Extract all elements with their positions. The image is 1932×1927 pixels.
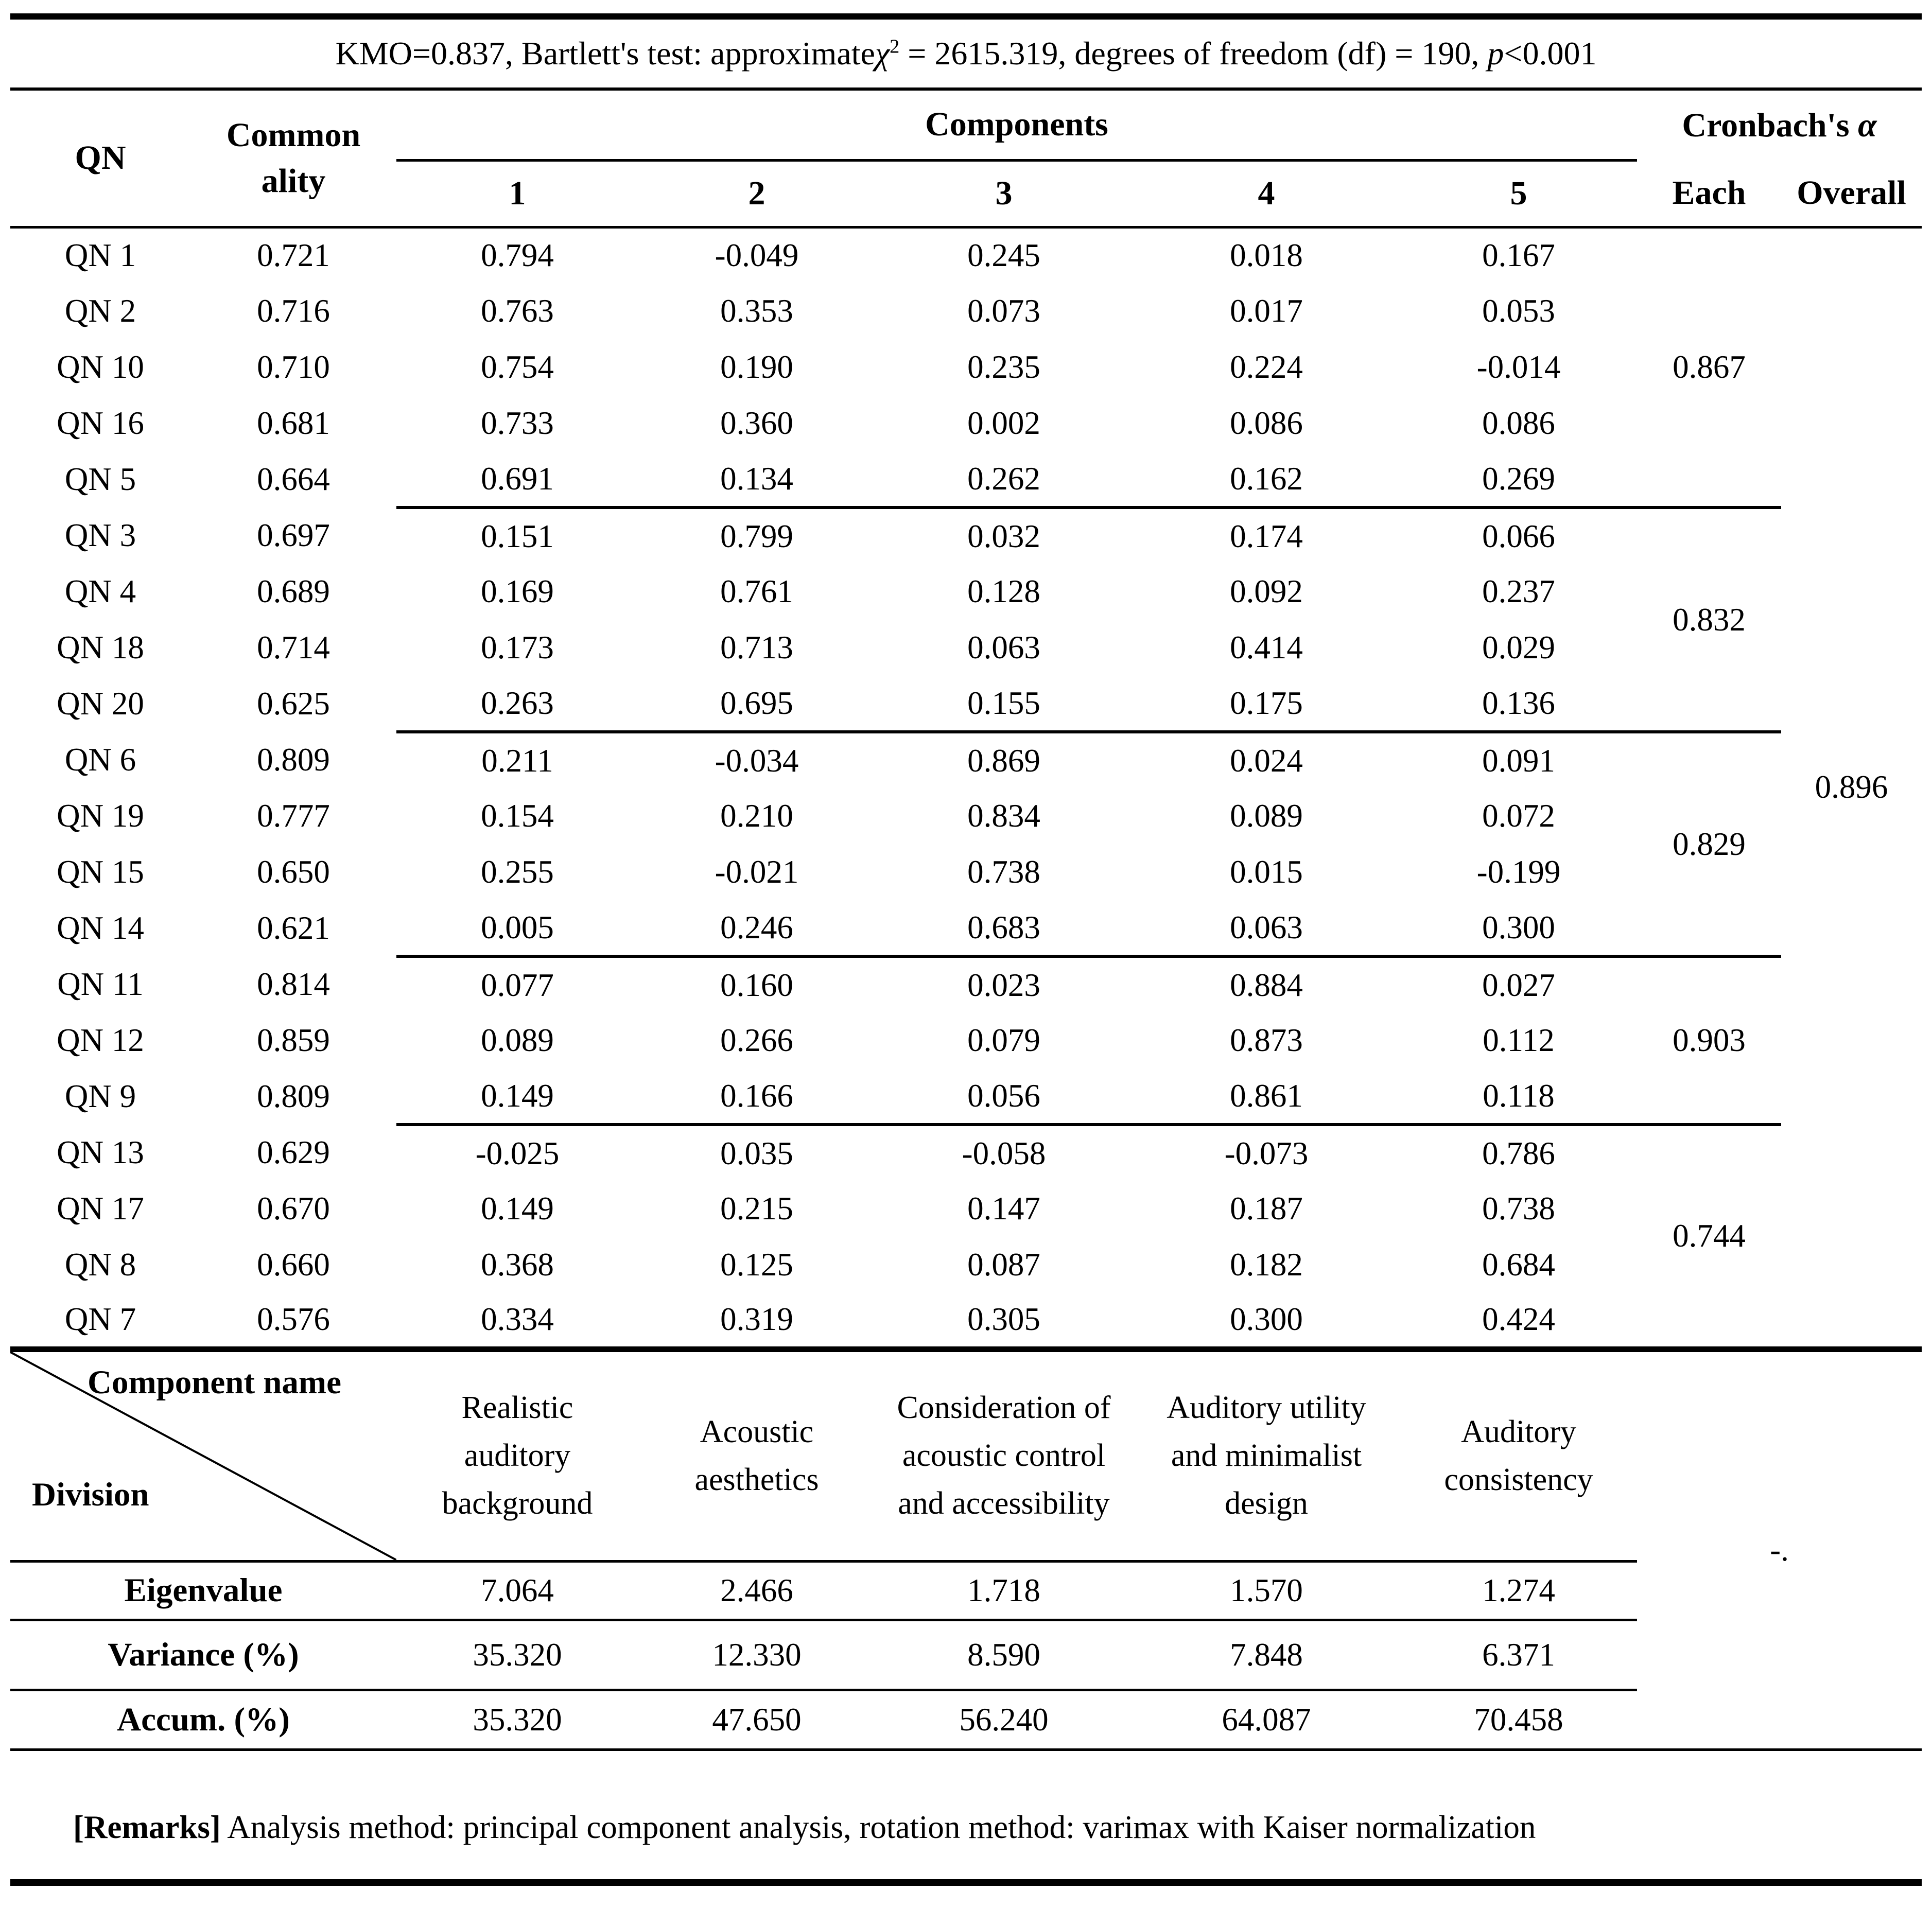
qn-cell: QN 18 bbox=[57, 629, 144, 665]
loading-cell: 0.300 bbox=[1400, 900, 1637, 956]
remarks-body: Analysis method: principal component analysis, rotation method: varimax with Kaiser normalization bbox=[220, 1809, 1536, 1845]
division-component-name-cell bbox=[10, 1349, 396, 1561]
eigenvalue-cell: 1.570 bbox=[1133, 1561, 1400, 1620]
accum-cell: 56.240 bbox=[875, 1690, 1133, 1749]
table-row bbox=[10, 844, 1922, 900]
table-row bbox=[10, 564, 1922, 620]
loading-cell: 0.786 bbox=[1482, 1135, 1555, 1171]
table-row bbox=[10, 1125, 1922, 1181]
loading-cell: 0.160 bbox=[720, 967, 793, 1003]
kmo-bartlett-text bbox=[10, 16, 1922, 89]
variance-row bbox=[10, 1620, 1922, 1690]
loading-cell: 0.269 bbox=[1400, 451, 1637, 507]
qn-cell: QN 8 bbox=[64, 1247, 136, 1283]
loading-cell: 0.761 bbox=[720, 573, 793, 609]
component-5-header: 5 bbox=[1400, 160, 1637, 227]
commonality-cell: 0.664 bbox=[257, 461, 330, 497]
loading-cell: 0.353 bbox=[720, 293, 793, 329]
loading-cell: 0.861 bbox=[1133, 1068, 1400, 1125]
table-row bbox=[10, 956, 1922, 1012]
table-row bbox=[10, 1012, 1922, 1068]
qn-cell: QN 16 bbox=[57, 405, 144, 441]
table-row bbox=[10, 620, 1922, 676]
loading-cell: 0.713 bbox=[720, 629, 793, 665]
kmo-text-part2: = 2615.319, degrees of freedom (df) = 190, bbox=[899, 35, 1488, 72]
loading-cell: 0.305 bbox=[875, 1293, 1133, 1349]
loading-cell: 0.873 bbox=[1230, 1022, 1303, 1058]
loading-cell: 0.134 bbox=[638, 451, 875, 507]
chi-symbol: χ bbox=[875, 35, 890, 72]
loading-cell: -0.049 bbox=[715, 237, 799, 274]
loading-cell: -0.073 bbox=[1224, 1135, 1309, 1171]
loading-cell: 0.173 bbox=[481, 629, 554, 665]
qn-column-header: QN bbox=[10, 89, 190, 227]
loading-cell: 0.086 bbox=[1230, 405, 1303, 441]
qn-cell: QN 20 bbox=[57, 686, 144, 722]
loading-cell: 0.073 bbox=[967, 293, 1040, 329]
loading-cell: 0.334 bbox=[396, 1293, 638, 1349]
loading-cell: 0.424 bbox=[1400, 1293, 1637, 1349]
commonality-cell: 0.777 bbox=[257, 798, 330, 834]
component-names-row bbox=[10, 1349, 1922, 1561]
loading-cell: 0.182 bbox=[1230, 1247, 1303, 1283]
loading-cell: 0.360 bbox=[720, 405, 793, 441]
qn-cell: QN 19 bbox=[57, 798, 144, 834]
loading-cell: 0.017 bbox=[1230, 293, 1303, 329]
table-row bbox=[10, 1293, 1922, 1349]
loading-cell: 0.079 bbox=[967, 1022, 1040, 1058]
loading-cell: 0.092 bbox=[1230, 573, 1303, 609]
loading-cell: 0.063 bbox=[967, 629, 1040, 665]
eigenvalue-cell: 7.064 bbox=[396, 1561, 638, 1620]
qn-cell: QN 10 bbox=[57, 349, 144, 385]
table-row bbox=[10, 451, 1922, 507]
loading-cell: 0.211 bbox=[481, 742, 553, 779]
kmo-bartlett-row bbox=[10, 16, 1922, 89]
loading-cell: -0.021 bbox=[715, 854, 799, 890]
eigenvalue-row bbox=[10, 1561, 1922, 1620]
component-4-header: 4 bbox=[1133, 160, 1400, 227]
components-header: Components bbox=[396, 89, 1637, 160]
each-alpha-cell: 0.903 bbox=[1637, 956, 1781, 1125]
commonality-cell: 0.576 bbox=[190, 1293, 396, 1349]
eigenvalue-cell: 2.466 bbox=[638, 1561, 875, 1620]
loading-cell: 0.237 bbox=[1482, 573, 1555, 609]
component-3-header: 3 bbox=[875, 160, 1133, 227]
loading-cell: -0.199 bbox=[1476, 854, 1561, 890]
qn-cell: QN 7 bbox=[10, 1293, 190, 1349]
table-row bbox=[10, 900, 1922, 956]
loading-cell: 0.738 bbox=[967, 854, 1040, 890]
table-row bbox=[10, 1068, 1922, 1125]
accum-cell: 47.650 bbox=[638, 1690, 875, 1749]
kmo-text-part1: KMO=0.837, Bartlett's test: approximate bbox=[335, 35, 875, 72]
commonality-label: Commonality bbox=[226, 116, 361, 200]
table-row bbox=[10, 1237, 1922, 1293]
each-alpha-cell: 0.832 bbox=[1637, 507, 1781, 732]
accumulated-variance-row bbox=[10, 1690, 1922, 1749]
variance-label: Variance (%) bbox=[10, 1620, 396, 1690]
variance-cell: 8.590 bbox=[875, 1620, 1133, 1690]
variance-cell: 6.371 bbox=[1400, 1620, 1637, 1690]
division-label: Division bbox=[32, 1476, 149, 1513]
commonality-cell: 0.814 bbox=[257, 966, 330, 1002]
accum-cell: 64.087 bbox=[1133, 1690, 1400, 1749]
kmo-text-part3: <0.001 bbox=[1504, 35, 1597, 72]
eigenvalue-label: Eigenvalue bbox=[10, 1561, 396, 1620]
qn-cell: QN 3 bbox=[64, 517, 136, 553]
loading-cell: 0.794 bbox=[481, 237, 554, 274]
qn-cell: QN 11 bbox=[57, 966, 144, 1002]
component-name-cell: Acoustic aesthetics bbox=[638, 1349, 875, 1561]
loading-cell: 0.128 bbox=[967, 573, 1040, 609]
table-row bbox=[10, 395, 1922, 451]
loading-cell: 0.029 bbox=[1482, 629, 1555, 665]
loading-cell: 0.032 bbox=[967, 518, 1040, 554]
loading-cell: -0.058 bbox=[962, 1135, 1046, 1171]
loading-cell: 0.072 bbox=[1482, 798, 1555, 834]
loading-cell: 0.869 bbox=[967, 742, 1040, 779]
commonality-cell: 0.660 bbox=[257, 1247, 330, 1283]
variance-cell: 12.330 bbox=[638, 1620, 875, 1690]
loading-cell: 0.154 bbox=[481, 798, 554, 834]
header-row-top bbox=[10, 89, 1922, 160]
qn-cell: QN 1 bbox=[64, 237, 136, 274]
accum-cell: 70.458 bbox=[1400, 1690, 1637, 1749]
qn-cell: QN 5 bbox=[64, 461, 136, 497]
loading-cell: 0.118 bbox=[1400, 1068, 1637, 1125]
component-name-label: Component name bbox=[88, 1363, 341, 1401]
eigenvalue-cell: 1.274 bbox=[1400, 1561, 1637, 1620]
commonality-cell: 0.629 bbox=[257, 1134, 330, 1170]
loading-cell: 0.695 bbox=[638, 676, 875, 732]
commonality-cell: 0.721 bbox=[257, 237, 330, 274]
loading-cell: 0.002 bbox=[967, 405, 1040, 441]
eigenvalue-cell: 1.718 bbox=[875, 1561, 1133, 1620]
loading-cell: 0.063 bbox=[1133, 900, 1400, 956]
loading-cell: 0.155 bbox=[875, 676, 1133, 732]
loading-cell: 0.136 bbox=[1400, 676, 1637, 732]
loading-cell: 0.149 bbox=[481, 1190, 554, 1227]
loading-cell: 0.169 bbox=[481, 573, 554, 609]
loading-cell: 0.066 bbox=[1482, 518, 1555, 554]
commonality-cell: 0.689 bbox=[257, 573, 330, 609]
accum-label: Accum. (%) bbox=[10, 1690, 396, 1749]
loading-cell: 0.210 bbox=[720, 798, 793, 834]
loading-cell: 0.035 bbox=[720, 1135, 793, 1171]
loading-cell: 0.255 bbox=[481, 854, 554, 890]
accum-cell: 35.320 bbox=[396, 1690, 638, 1749]
table-row bbox=[10, 507, 1922, 564]
loading-cell: 0.167 bbox=[1482, 237, 1555, 274]
component-name-cell: Auditory consistency bbox=[1400, 1349, 1637, 1561]
qn-cell: QN 14 bbox=[57, 910, 144, 946]
loading-cell: 0.246 bbox=[638, 900, 875, 956]
loading-cell: 0.023 bbox=[967, 967, 1040, 1003]
loading-cell: 0.089 bbox=[1230, 798, 1303, 834]
loading-cell: 0.763 bbox=[481, 293, 554, 329]
loading-cell: 0.884 bbox=[1230, 967, 1303, 1003]
qn-cell: QN 9 bbox=[64, 1078, 136, 1114]
loading-cell: 0.414 bbox=[1230, 629, 1303, 665]
loading-cell: 0.149 bbox=[396, 1068, 638, 1125]
overall-column-header: Overall bbox=[1781, 160, 1922, 227]
variance-cell: 7.848 bbox=[1133, 1620, 1400, 1690]
qn-cell: QN 4 bbox=[64, 573, 136, 609]
loading-cell: 0.015 bbox=[1230, 854, 1303, 890]
cronbach-label: Cronbach's bbox=[1682, 106, 1850, 144]
qn-cell: QN 17 bbox=[57, 1190, 144, 1227]
loading-cell: 0.368 bbox=[481, 1247, 554, 1283]
loading-cell: 0.024 bbox=[1230, 742, 1303, 779]
each-column-header: Each bbox=[1637, 160, 1781, 227]
loading-cell: 0.166 bbox=[638, 1068, 875, 1125]
commonality-cell: 0.710 bbox=[257, 349, 330, 385]
each-alpha-cell: 0.829 bbox=[1637, 732, 1781, 956]
each-alpha-cell: 0.867 bbox=[1637, 227, 1781, 507]
loading-cell: 0.151 bbox=[481, 518, 554, 554]
commonality-column-header bbox=[190, 89, 396, 227]
commonality-cell: 0.650 bbox=[257, 854, 330, 890]
commonality-cell: 0.621 bbox=[257, 910, 330, 946]
commonality-cell: 0.716 bbox=[257, 293, 330, 329]
qn-cell: QN 13 bbox=[57, 1134, 144, 1170]
remarks-row bbox=[10, 1749, 1922, 1882]
loading-cell: 0.245 bbox=[967, 237, 1040, 274]
loading-cell: 0.834 bbox=[967, 798, 1040, 834]
component-name-cell: Realistic auditory background bbox=[396, 1349, 638, 1561]
loading-cell: 0.086 bbox=[1482, 405, 1555, 441]
loading-cell: 0.262 bbox=[875, 451, 1133, 507]
loading-cell: 0.077 bbox=[481, 967, 554, 1003]
commonality-cell: 0.714 bbox=[257, 629, 330, 665]
p-symbol: p bbox=[1487, 35, 1504, 72]
loading-cell: 0.091 bbox=[1482, 742, 1555, 779]
cronbach-alpha-header bbox=[1637, 89, 1922, 160]
remarks-text bbox=[10, 1749, 1922, 1882]
commonality-cell: 0.809 bbox=[257, 1078, 330, 1114]
loading-cell: -0.025 bbox=[475, 1135, 560, 1171]
loading-cell: 0.089 bbox=[481, 1022, 554, 1058]
table-row bbox=[10, 339, 1922, 395]
qn-cell: QN 12 bbox=[57, 1022, 144, 1058]
loading-cell: 0.087 bbox=[967, 1247, 1040, 1283]
cronbach-footer-placeholder: -. bbox=[1637, 1349, 1922, 1749]
component-name-cell: Auditory utility and minimalist design bbox=[1133, 1349, 1400, 1561]
commonality-cell: 0.681 bbox=[257, 405, 330, 441]
loading-cell: 0.691 bbox=[396, 451, 638, 507]
variance-cell: 35.320 bbox=[396, 1620, 638, 1690]
loading-cell: 0.174 bbox=[1230, 518, 1303, 554]
loading-cell: 0.215 bbox=[720, 1190, 793, 1227]
commonality-cell: 0.697 bbox=[257, 517, 330, 553]
loading-cell: 0.733 bbox=[481, 405, 554, 441]
loading-cell: 0.738 bbox=[1482, 1190, 1555, 1227]
loading-cell: 0.190 bbox=[720, 349, 793, 385]
loading-cell: 0.175 bbox=[1133, 676, 1400, 732]
loading-cell: 0.147 bbox=[967, 1190, 1040, 1227]
factor-analysis-table bbox=[10, 13, 1922, 1886]
loading-cell: 0.187 bbox=[1230, 1190, 1303, 1227]
commonality-cell: 0.625 bbox=[257, 686, 330, 722]
loading-cell: 0.754 bbox=[481, 349, 554, 385]
loading-cell: 0.799 bbox=[720, 518, 793, 554]
overall-alpha-cell: 0.896 bbox=[1781, 227, 1922, 1349]
qn-cell: QN 2 bbox=[64, 293, 136, 329]
loading-cell: 0.018 bbox=[1230, 237, 1303, 274]
loading-cell: 0.319 bbox=[638, 1293, 875, 1349]
table-row bbox=[10, 676, 1922, 732]
component-name-cell: Consideration of acoustic control and accessibility bbox=[875, 1349, 1133, 1561]
loading-cell: -0.034 bbox=[715, 742, 799, 779]
loading-cell: 0.263 bbox=[396, 676, 638, 732]
qn-cell: QN 15 bbox=[57, 854, 144, 890]
loading-cell: 0.005 bbox=[396, 900, 638, 956]
loading-cell: 0.112 bbox=[1483, 1022, 1555, 1058]
table-row bbox=[10, 283, 1922, 339]
commonality-cell: 0.670 bbox=[257, 1190, 330, 1227]
loading-cell: 0.266 bbox=[720, 1022, 793, 1058]
loading-cell: 0.683 bbox=[875, 900, 1133, 956]
alpha-symbol: α bbox=[1858, 106, 1877, 144]
loading-cell: 0.162 bbox=[1133, 451, 1400, 507]
component-2-header: 2 bbox=[638, 160, 875, 227]
loading-cell: 0.235 bbox=[967, 349, 1040, 385]
loading-cell: -0.014 bbox=[1476, 349, 1561, 385]
qn-cell: QN 6 bbox=[64, 742, 136, 778]
loading-cell: 0.300 bbox=[1133, 1293, 1400, 1349]
table-row bbox=[10, 732, 1922, 788]
remarks-tag: [Remarks] bbox=[73, 1809, 221, 1845]
loading-cell: 0.125 bbox=[720, 1247, 793, 1283]
loading-cell: 0.684 bbox=[1482, 1247, 1555, 1283]
loading-cell: 0.053 bbox=[1482, 293, 1555, 329]
commonality-cell: 0.809 bbox=[257, 742, 330, 778]
commonality-cell: 0.859 bbox=[257, 1022, 330, 1058]
table-row bbox=[10, 788, 1922, 844]
table-row bbox=[10, 1181, 1922, 1237]
component-1-header: 1 bbox=[396, 160, 638, 227]
chi-superscript: 2 bbox=[890, 36, 900, 58]
table-row bbox=[10, 227, 1922, 283]
each-alpha-cell: 0.744 bbox=[1637, 1125, 1781, 1349]
loading-cell: 0.027 bbox=[1482, 967, 1555, 1003]
loading-cell: 0.056 bbox=[875, 1068, 1133, 1125]
loading-cell: 0.224 bbox=[1230, 349, 1303, 385]
